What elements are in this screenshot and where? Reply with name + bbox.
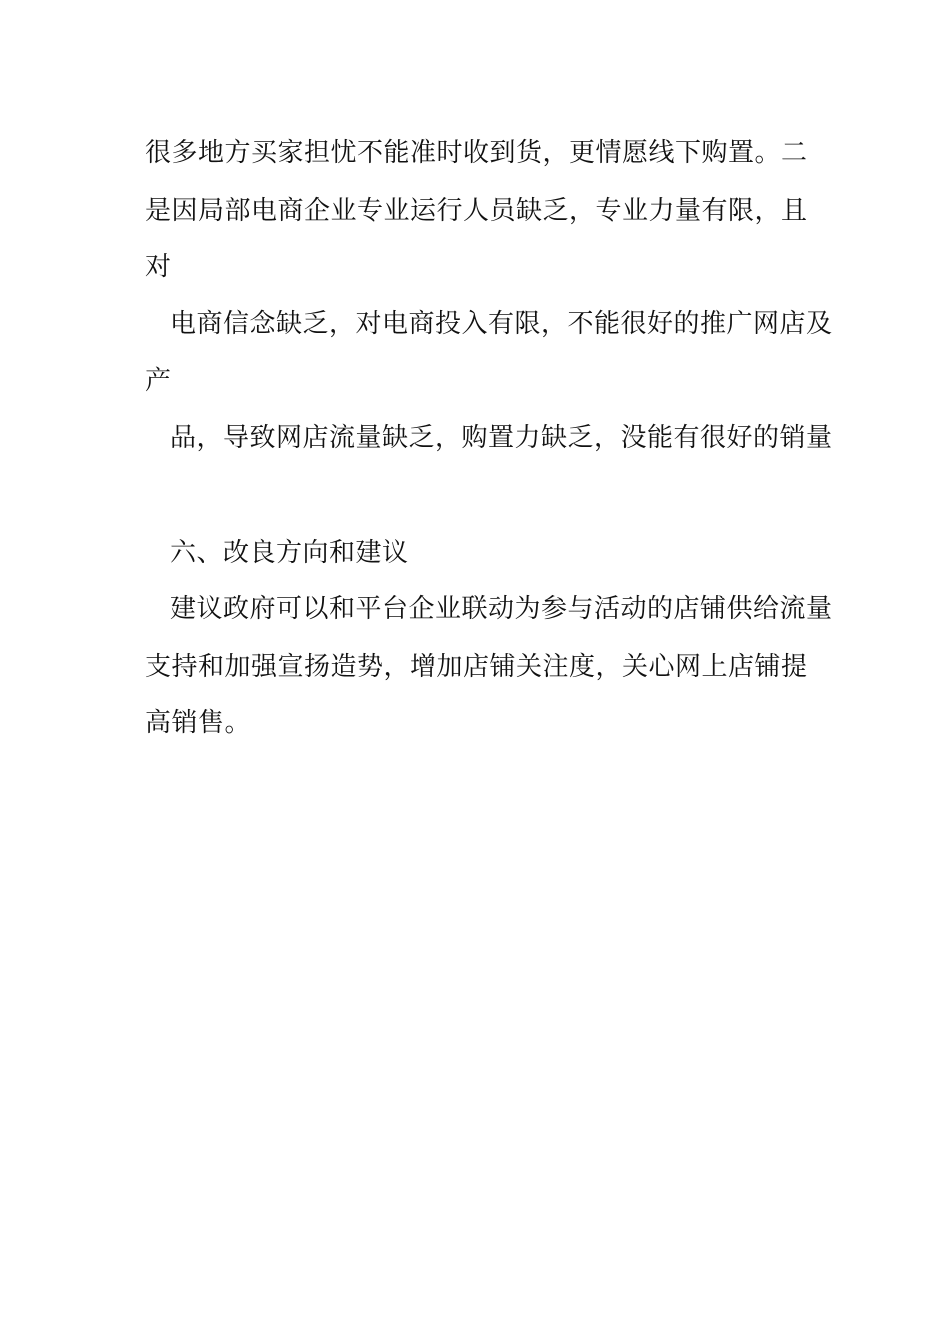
paragraph-line: 支持和加强宣扬造势，增加店铺关注度，关心网上店铺提 (145, 652, 808, 682)
paragraph-line: 高销售。 (145, 708, 252, 738)
paragraph-line: 品，导致网店流量缺乏，购置力缺乏，没能有很好的销量 (170, 423, 833, 453)
paragraph-line: 产 (145, 366, 172, 396)
paragraph-line: 很多地方买家担忧不能准时收到货，更情愿线下购置。二 (145, 138, 808, 168)
section-heading: 六、改良方向和建议 (170, 538, 409, 568)
paragraph-line: 对 (145, 252, 172, 282)
paragraph-line: 建议政府可以和平台企业联动为参与活动的店铺供给流量 (170, 594, 833, 624)
paragraph-line: 电商信念缺乏，对电商投入有限，不能很好的推广网店及 (170, 309, 833, 339)
paragraph-line: 是因局部电商企业专业运行人员缺乏，专业力量有限，且 (145, 196, 808, 226)
